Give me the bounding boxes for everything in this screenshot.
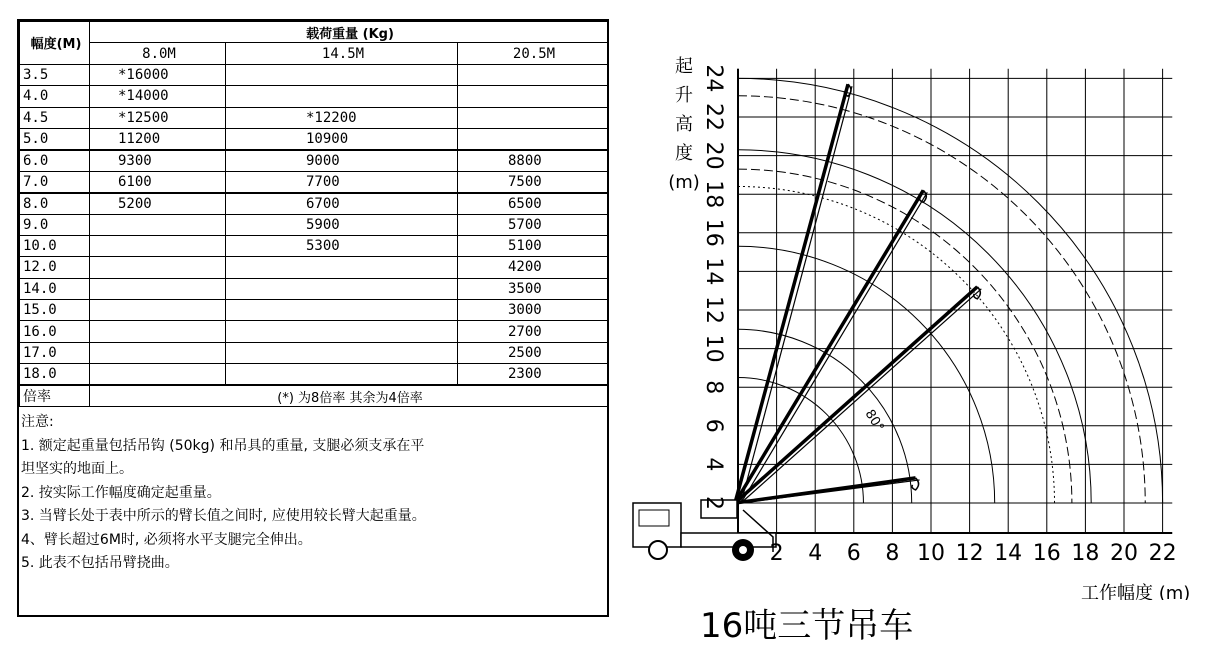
x-tick-label: 22 — [1148, 541, 1177, 566]
rear-wheel-hub — [739, 546, 747, 554]
load-14-5m-cell — [226, 364, 458, 385]
y-label-char: 起 — [675, 56, 693, 77]
table-row — [20, 278, 608, 299]
radius-cell: 15.0 — [20, 300, 90, 321]
load-20-5m-cell: 5700 — [458, 214, 608, 235]
x-tick-label: 6 — [846, 541, 861, 566]
load-8m-cell — [90, 321, 226, 342]
ratio-text: (*) 为8倍率 其余为4倍率 — [90, 385, 608, 407]
load-20-5m-cell: 3000 — [458, 300, 608, 321]
note-line: 注意: — [21, 414, 54, 431]
radius-cell: 16.0 — [20, 321, 90, 342]
load-8m-cell — [90, 278, 226, 299]
load-20-5m-cell: 2700 — [458, 321, 608, 342]
x-tick-label: 18 — [1071, 541, 1100, 566]
y-tick-label: 2 — [701, 496, 726, 510]
load-14-5m-cell — [226, 342, 458, 363]
radius-cell: 18.0 — [20, 364, 90, 385]
table-row — [20, 364, 608, 385]
load-8m-cell — [90, 214, 226, 235]
load-14-5m-cell — [226, 257, 458, 278]
y-tick-label: 16 — [701, 218, 726, 247]
load-8m-cell: 6100 — [90, 171, 226, 192]
radius-cell: 3.5 — [20, 64, 90, 85]
radius-cell: 14.0 — [20, 278, 90, 299]
y-tick-label: 12 — [701, 296, 726, 324]
y-tick-label: 18 — [701, 180, 726, 209]
y-tick-label: 14 — [701, 257, 726, 286]
y-label-char: 升 — [675, 85, 693, 106]
radius-cell: 7.0 — [20, 171, 90, 192]
table-row — [20, 214, 608, 235]
boom-14-5m-edge — [741, 192, 927, 503]
x-tick-label: 12 — [955, 541, 984, 566]
load-20-5m-cell: 5100 — [458, 235, 608, 256]
x-tick-label: 14 — [994, 541, 1023, 566]
radius-cell: 4.0 — [20, 86, 90, 107]
range-arcs — [738, 78, 1163, 503]
x-axis-label: 工作幅度 (m) — [1081, 583, 1191, 600]
load-chart-table — [17, 19, 609, 617]
radius-cell: 17.0 — [20, 342, 90, 363]
truck-chassis — [681, 533, 776, 547]
load-8m-cell — [90, 342, 226, 363]
load-20-5m-cell: 2500 — [458, 342, 608, 363]
load-14-5m-cell: 6700 — [226, 193, 458, 214]
x-tick-label: 20 — [1110, 541, 1138, 566]
radius-cell: 6.0 — [20, 150, 90, 171]
load-8m-cell — [90, 235, 226, 256]
load-14-5m-cell: *12200 — [226, 107, 458, 128]
boom-length-20-5: 20.5M — [458, 43, 608, 64]
y-tick-label: 4 — [701, 457, 726, 472]
load-8m-cell: 11200 — [90, 128, 226, 149]
y-tick-label: 6 — [701, 418, 726, 433]
load-8m-cell: *14000 — [90, 86, 226, 107]
load-8m-cell — [90, 364, 226, 385]
load-20-5m-cell: 7500 — [458, 171, 608, 192]
x-tick-label: 10 — [917, 541, 945, 566]
table-row — [20, 300, 608, 321]
load-14-5m-cell: 9000 — [226, 150, 458, 171]
table-row — [20, 107, 608, 128]
note-line: 5. 此表不包括吊臂挠曲。 — [21, 555, 179, 572]
axis-ticks — [701, 64, 1177, 566]
load-20-5m-cell: 6500 — [458, 193, 608, 214]
truck-window — [639, 510, 669, 526]
working-range-diagram — [615, 40, 1217, 600]
load-20-5m-cell: 3500 — [458, 278, 608, 299]
boom-14-5m — [735, 190, 923, 503]
table-row — [20, 257, 608, 278]
boom-lines — [735, 84, 981, 503]
table-row — [20, 86, 608, 107]
load-14-5m-cell — [226, 321, 458, 342]
load-14-5m-cell: 10900 — [226, 128, 458, 149]
load-20-5m-cell — [458, 128, 608, 149]
y-tick-label: 10 — [701, 334, 726, 363]
load-14-5m-cell: 5900 — [226, 214, 458, 235]
load-14-5m-cell — [226, 64, 458, 85]
load-8m-cell — [90, 257, 226, 278]
diagram-title: 16吨三节吊车 — [700, 606, 914, 646]
table-row — [20, 193, 608, 214]
x-tick-label: 16 — [1032, 541, 1061, 566]
boom-horizontal — [735, 478, 916, 503]
note-line: 3. 当臂长处于表中所示的臂长值之间时, 应使用较长臂大起重量。 — [21, 508, 426, 525]
angle-label: 80° — [861, 407, 887, 435]
load-14-5m-cell — [226, 278, 458, 299]
table-row — [20, 128, 608, 149]
table-row — [20, 342, 608, 363]
notes-section — [19, 407, 607, 576]
y-label-char: 度 — [675, 143, 693, 164]
load-14-5m-cell — [226, 300, 458, 321]
range-arc-20-5m-dashed — [738, 96, 1145, 503]
y-tick-label: 8 — [701, 380, 726, 395]
load-20-5m-cell: 8800 — [458, 150, 608, 171]
load-8m-cell: 5200 — [90, 193, 226, 214]
note-line: 1. 额定起重量包括吊钩 (50kg) 和吊具的重量, 支腿必须支承在平 — [21, 437, 425, 454]
x-tick-label: 8 — [885, 541, 900, 566]
load-14-5m-cell — [226, 86, 458, 107]
load-20-5m-cell — [458, 64, 608, 85]
load-8m-cell: *12500 — [90, 107, 226, 128]
range-arc-20-5m — [738, 78, 1163, 503]
y-tick-label: 22 — [701, 103, 726, 131]
y-label-char: 高 — [675, 114, 693, 135]
table-row — [20, 171, 608, 192]
boom-20-5m-edge — [741, 86, 852, 503]
radius-cell: 4.5 — [20, 107, 90, 128]
radius-cell: 9.0 — [20, 214, 90, 235]
boom-length-8: 8.0M — [90, 43, 226, 64]
note-line: 4、臂长超过6M时, 必须将水平支腿完全伸出。 — [21, 531, 312, 548]
boom-20-5m — [735, 84, 848, 503]
y-axis-label — [668, 56, 700, 193]
note-line: 2. 按实际工作幅度确定起重量。 — [21, 484, 221, 501]
y-label-char: (m) — [668, 172, 700, 193]
y-tick-label: 24 — [701, 64, 726, 93]
radius-cell: 10.0 — [20, 235, 90, 256]
load-20-5m-cell — [458, 86, 608, 107]
table-row — [20, 150, 608, 171]
load-20-5m-cell: 4200 — [458, 257, 608, 278]
boom-8m — [735, 287, 977, 503]
load-20-5m-cell: 2300 — [458, 364, 608, 385]
load-14-5m-cell: 7700 — [226, 171, 458, 192]
radius-cell: 8.0 — [20, 193, 90, 214]
load-weight-header: 载荷重量 (Kg) — [90, 22, 608, 43]
front-wheel — [649, 541, 667, 559]
load-14-5m-cell: 5300 — [226, 235, 458, 256]
table-row — [20, 321, 608, 342]
radius-cell: 12.0 — [20, 257, 90, 278]
radius-cell: 5.0 — [20, 128, 90, 149]
load-8m-cell — [90, 300, 226, 321]
load-8m-cell: *16000 — [90, 64, 226, 85]
radius-header: 幅度(M) — [20, 22, 90, 65]
x-tick-label: 4 — [808, 541, 823, 566]
y-tick-label: 20 — [701, 141, 726, 170]
load-20-5m-cell — [458, 107, 608, 128]
note-line: 坦坚实的地面上。 — [21, 461, 133, 478]
ratio-row — [20, 385, 608, 407]
ratio-label: 倍率 — [20, 385, 90, 407]
table-row — [20, 235, 608, 256]
x-tick-label: 2 — [769, 541, 784, 566]
boom-length-14-5: 14.5M — [226, 43, 458, 64]
table-row — [20, 64, 608, 85]
load-8m-cell: 9300 — [90, 150, 226, 171]
